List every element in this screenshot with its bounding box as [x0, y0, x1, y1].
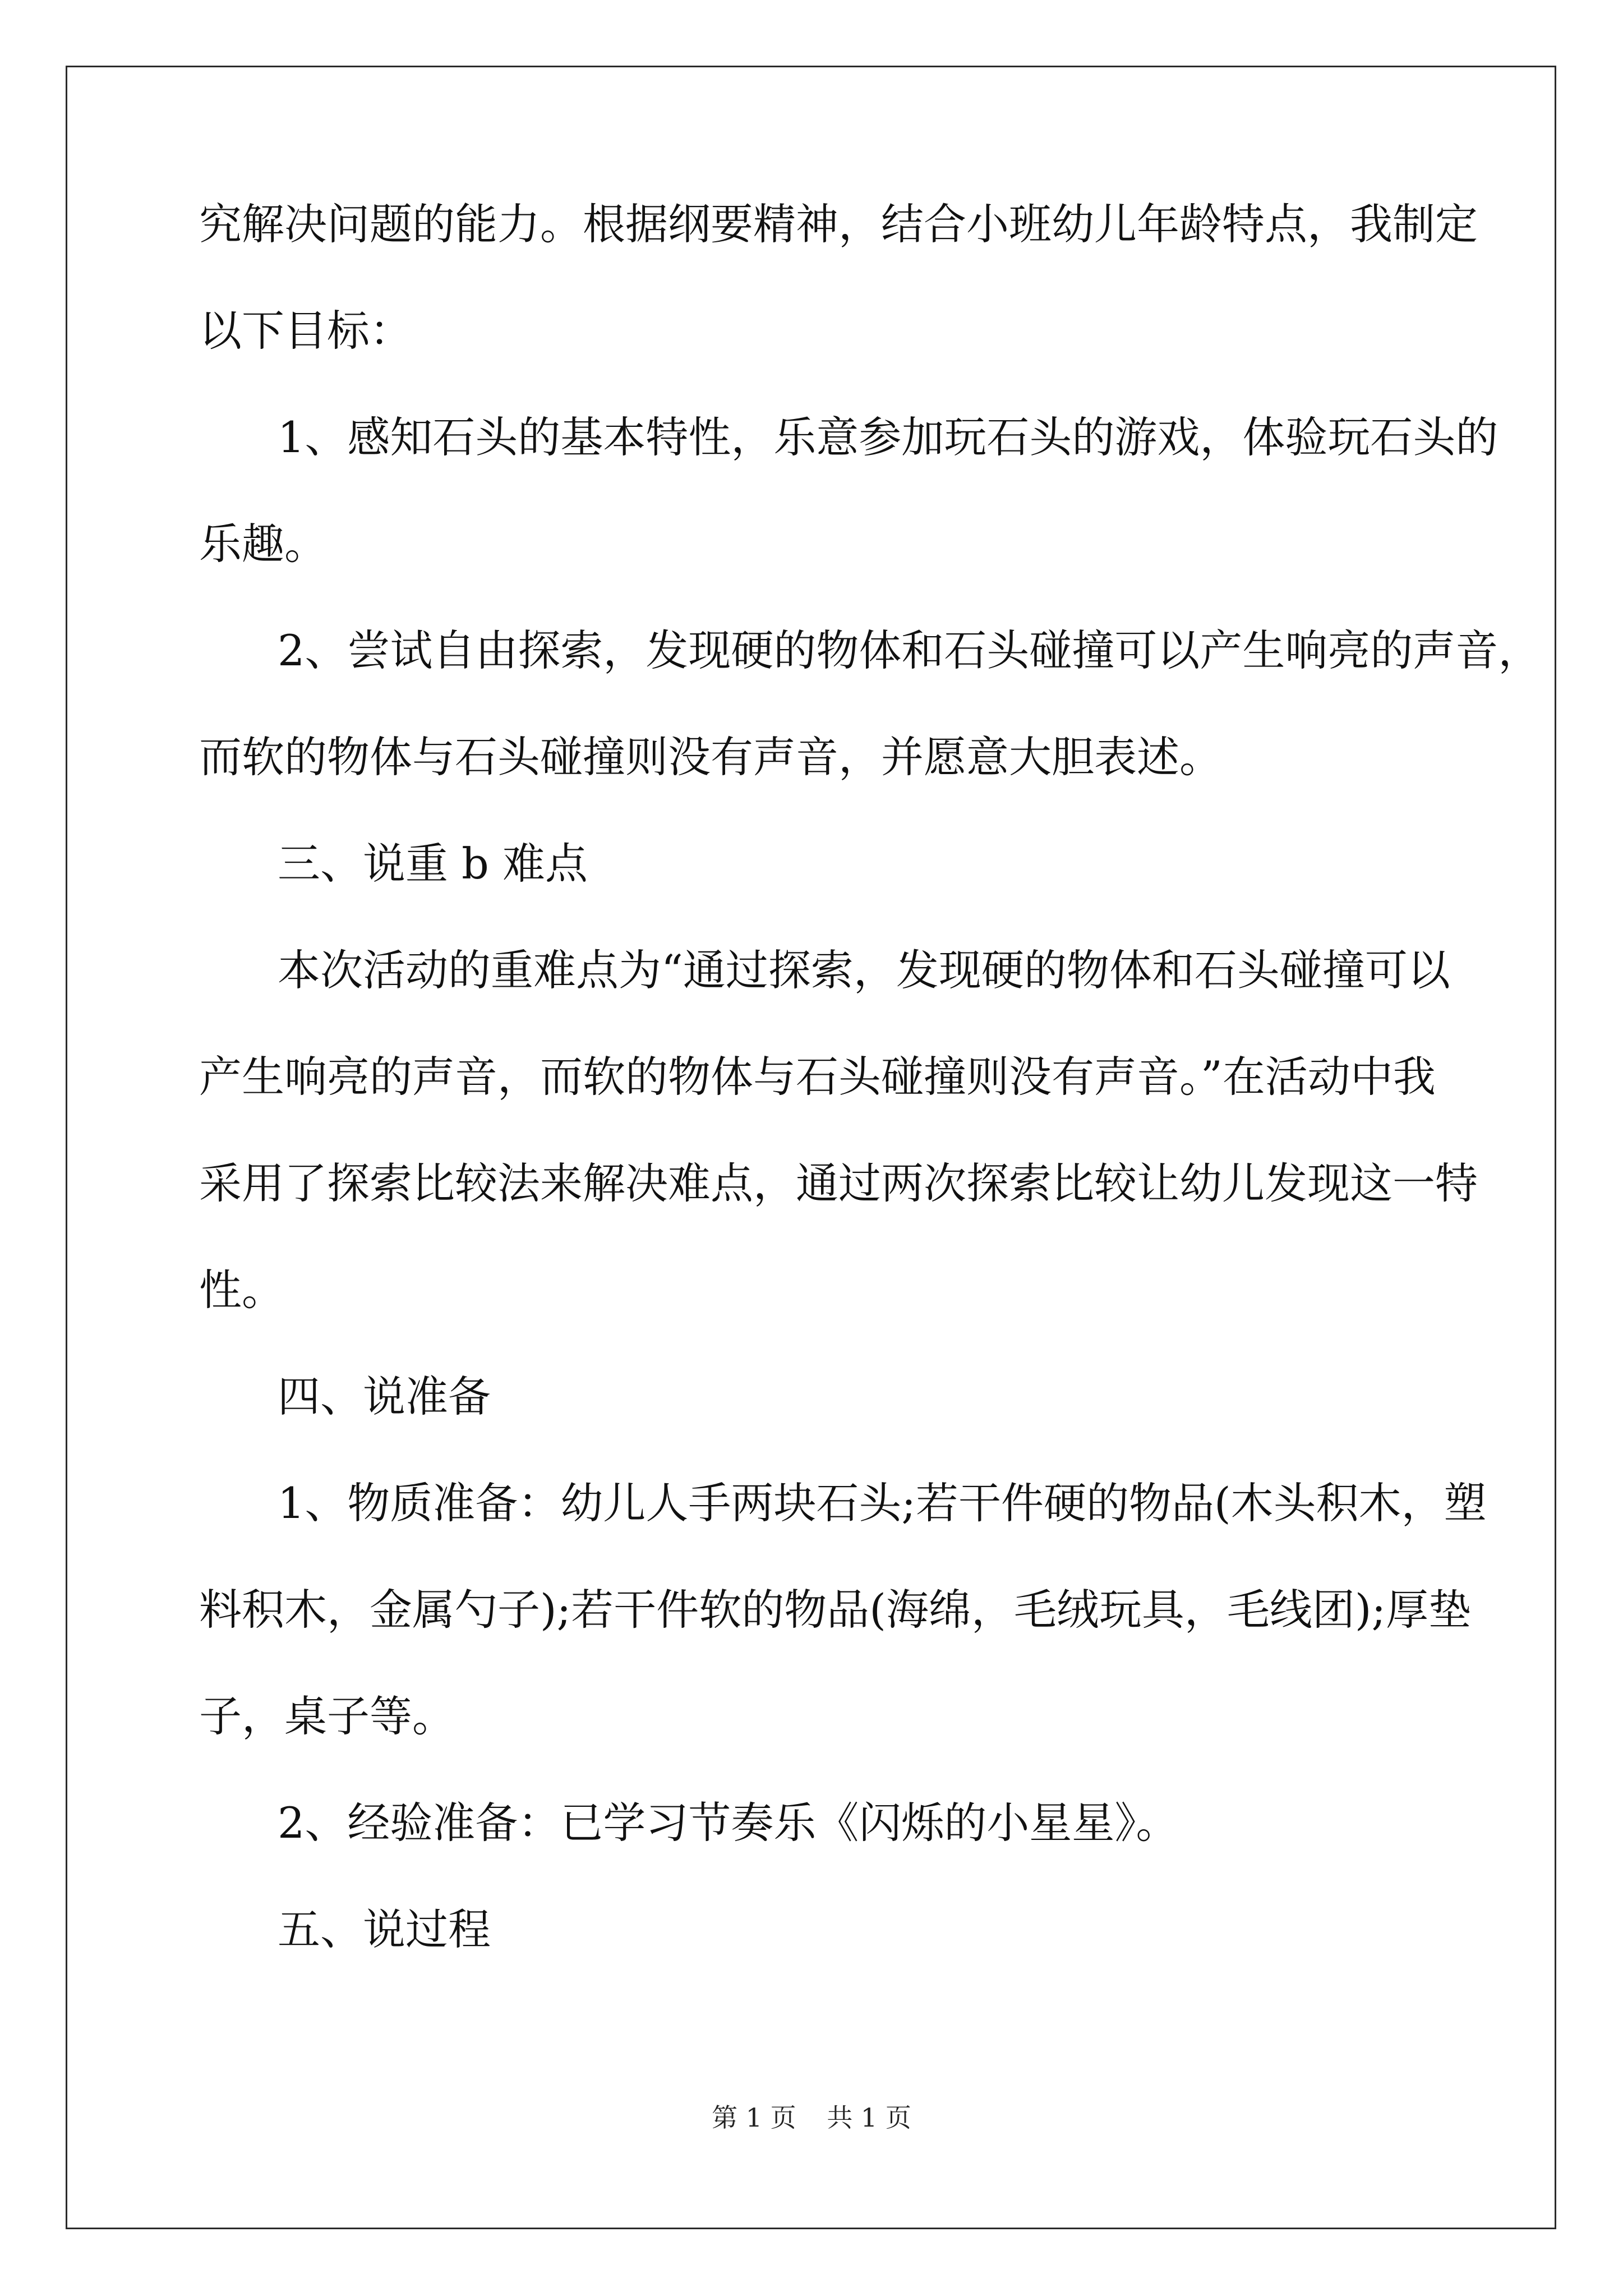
text-line: 子，桌子等。 — [199, 1691, 455, 1741]
text-line: 而软的物体与石头碰撞则没有声音，并愿意大胆表述。 — [199, 732, 1222, 782]
text-line: 1、物质准备：幼儿人手两块石头;若干件硬的物品(木头积木，塑 — [278, 1478, 1487, 1528]
page-number: 第 1 页 — [712, 2102, 796, 2133]
text-line: 本次活动的重难点为“通过探索，发现硬的物体和石头碰撞可以 — [278, 945, 1450, 995]
text-line: 究解决问题的能力。根据纲要精神，结合小班幼儿年龄特点，我制定 — [199, 199, 1478, 249]
section-heading: 五、说过程 — [278, 1904, 491, 1954]
text-line: 1、感知石头的基本特性，乐意参加玩石头的游戏，体验玩石头的 — [278, 412, 1498, 462]
text-line: 2、尝试自由探索，发现硬的物体和石头碰撞可以产生响亮的声音， — [278, 625, 1541, 675]
page-footer — [0, 2101, 1623, 2134]
text-line: 乐趣。 — [199, 519, 327, 569]
text-line: 料积木，金属勺子);若干件软的物品(海绵，毛绒玩具，毛线团);厚垫 — [199, 1585, 1472, 1635]
page-total: 共 1 页 — [827, 2102, 911, 2133]
section-heading: 四、说准备 — [278, 1372, 491, 1421]
section-heading: 三、说重 b 难点 — [278, 839, 588, 889]
text-line: 2、经验准备：已学习节奏乐《闪烁的小星星》。 — [278, 1798, 1179, 1848]
text-line: 性。 — [199, 1265, 284, 1315]
text-line: 采用了探索比较法来解决难点，通过两次探索比较让幼儿发现这一特 — [199, 1158, 1478, 1208]
text-line: 以下目标： — [199, 306, 412, 356]
text-line: 产生响亮的声音，而软的物体与石头碰撞则没有声音。”在活动中我 — [199, 1052, 1436, 1102]
